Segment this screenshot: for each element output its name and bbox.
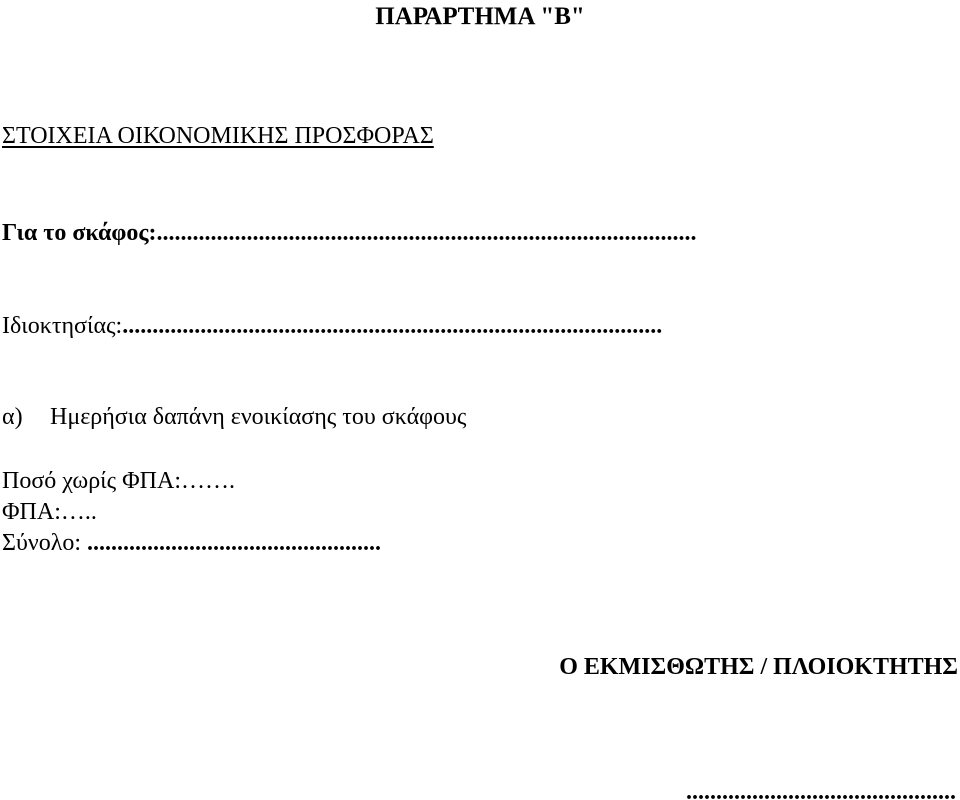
owner-value: .......................................................................................... — [122, 313, 663, 339]
vat-field: ΦΠΑ:….. — [2, 499, 97, 525]
section-heading: ΣΤΟΙΧΕΙΑ ΟΙΚΟΝΟΜΙΚΗΣ ΠΡΟΣΦΟΡΑΣ — [2, 123, 434, 149]
total-label: Σύνολο: — [2, 530, 82, 556]
owner-field — [2, 314, 662, 338]
total-value: ................................................. — [87, 530, 382, 556]
item-a-text: Ημερήσια δαπάνη ενοικίασης του σκάφους — [50, 404, 467, 430]
document-title: ΠΑΡΑΡΤΗΜΑ "Β" — [375, 3, 585, 30]
vessel-field — [2, 221, 697, 245]
signatory-title: Ο ΕΚΜΙΣΘΩΤΗΣ / ΠΛΟΙΟΚΤΗΤΗΣ — [559, 654, 958, 680]
amount-excl-vat: Ποσό χωρίς ΦΠΑ:……. — [2, 468, 236, 494]
vessel-label: Για το σκάφος: — [2, 220, 157, 246]
owner-label: Ιδιοκτησίας: — [2, 313, 123, 339]
item-a — [2, 405, 466, 429]
vessel-value: .......................................................................................... — [156, 220, 697, 246]
item-a-marker: α) — [2, 404, 23, 430]
total-field — [2, 531, 381, 555]
signature-line: ............................................. — [686, 779, 956, 800]
